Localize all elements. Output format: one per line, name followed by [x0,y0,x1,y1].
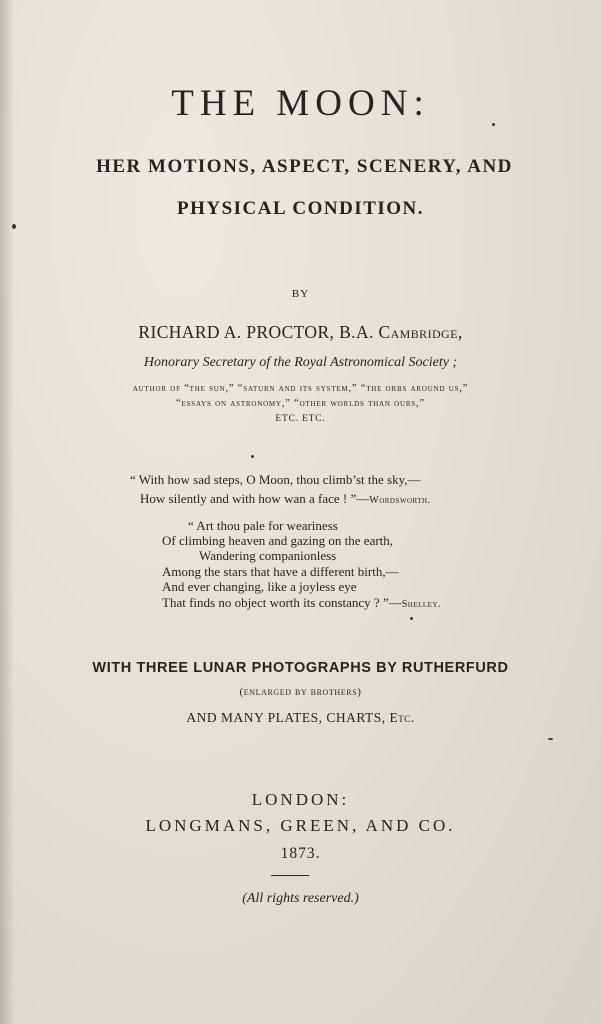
epigraph-2-line-6 [162,595,441,611]
photographs-line: WITH THREE LUNAR PHOTOGRAPHS BY RUTHERFURD [92,660,509,676]
enlarged-note: (enlarged by brothers) [239,686,362,698]
author-position: Honorary Secretary of the Royal Astronomical Society ; [143,355,458,370]
epigraph-2-line-1: “ Art thou pale for weariness [188,518,338,533]
author-works-line-3: ETC. ETC. [275,414,326,424]
subtitle-line-2: PHYSICAL CONDITION. [176,198,425,219]
byline: BY [291,288,310,300]
paper-speck [548,738,553,740]
epigraph-2-line-3: Wandering companionless [199,548,337,563]
rights-notice: (All rights reserved.) [242,891,359,906]
plates-text: AND MANY PLATES, CHARTS, [186,710,386,725]
imprint-publisher: LONGMANS, GREEN, AND CO. [145,816,456,835]
author-line [0,322,601,343]
page-edge-shadow [0,0,14,1024]
author-works-line-2: “essays on astronomy,” “other worlds than ours,” [176,398,425,409]
epigraph-2-attribution: Shelley. [401,599,442,610]
imprint-year: 1873. [280,845,321,862]
author-name: RICHARD A. PROCTOR, B.A. [138,322,374,342]
epigraph-1-attribution: Wordsworth. [369,495,431,506]
paper-speck [12,224,16,229]
epigraph-2-line-6-text: That finds no object worth its constancy ? ”— [162,595,402,610]
author-works-line-1: author of “the sun,” “saturn and its system,” “the orbs around us,” [132,383,469,394]
epigraph-2-line-4: Among the stars that have a different birth,— [162,564,399,579]
epigraph-2-line-2: Of climbing heaven and gazing on the earth, [162,533,394,548]
plates-etc: Etc. [389,710,415,725]
subtitle-line-1: HER MOTIONS, ASPECT, SCENERY, AND [96,156,513,177]
epigraph-1-line-2 [140,491,431,507]
book-title: THE MOON: [171,83,430,124]
paper-speck [492,123,495,126]
imprint-divider [271,875,309,876]
plates-line [0,710,601,726]
paper-speck [251,455,254,458]
epigraph-1-line-1: “ With how sad steps, O Moon, thou climb’st the sky,— [130,472,421,487]
epigraph-2-line-5: And ever changing, like a joyless eye [162,579,357,594]
paper-speck [410,617,413,620]
author-college: Cambridge, [378,322,463,342]
epigraph-1-line-2-text: How silently and with how wan a face ! ”— [140,491,370,506]
imprint-city: LONDON: [251,790,350,809]
